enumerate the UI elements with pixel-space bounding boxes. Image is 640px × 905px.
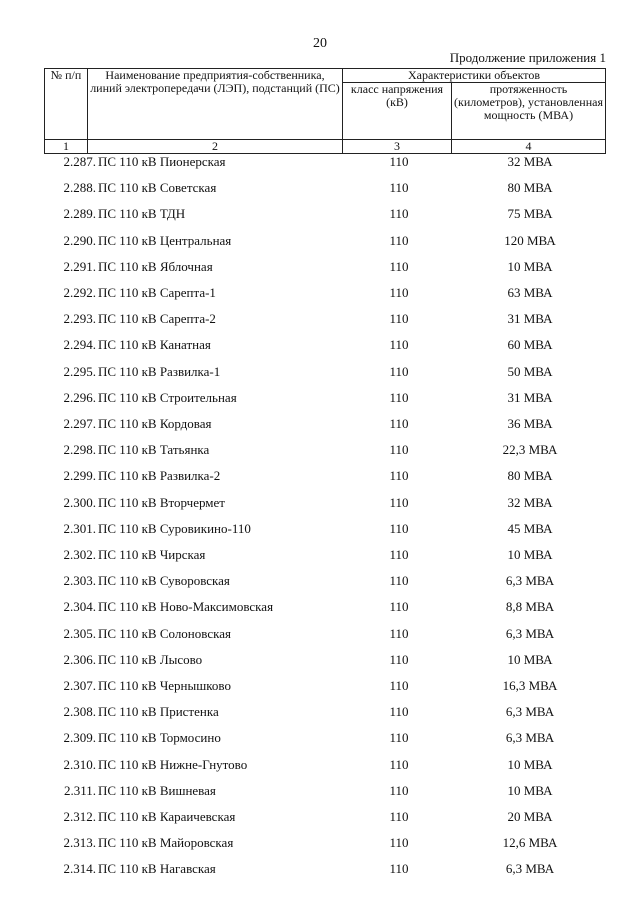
table-row: [0, 599, 640, 619]
table-row: [0, 233, 640, 253]
row-name: ПС 110 кВ Тормосино: [98, 730, 221, 746]
row-name: ПС 110 кВ ТДН: [98, 206, 186, 222]
row-number: 2.287.: [63, 154, 96, 169]
header-col-capacity: протяженность (километров), установленная мощность (МВА): [452, 83, 606, 140]
row-capacity: 6,3 МВА: [505, 730, 555, 746]
row-name: ПС 110 кВ Ново-Максимовская: [98, 599, 274, 615]
row-name: ПС 110 кВ Суровикино-110: [98, 520, 251, 536]
table-row: [0, 206, 640, 226]
row-voltage: 110: [389, 625, 409, 641]
row-capacity: 10 МВА: [507, 782, 553, 798]
table-row: [0, 364, 640, 384]
row-capacity: 8,8 МВА: [505, 599, 555, 615]
row-number: 2.303.: [63, 573, 96, 589]
row-voltage: 110: [389, 809, 409, 824]
row-voltage: 110: [389, 547, 409, 562]
row-number: 2.307.: [63, 678, 96, 693]
row-voltage: 110: [389, 782, 409, 798]
row-capacity: 10 МВА: [507, 547, 553, 562]
table-row: [0, 416, 640, 436]
table-row: [0, 337, 640, 357]
table-row: [0, 285, 640, 305]
table-row: [0, 547, 640, 567]
row-name: ПС 110 кВ Центральная: [98, 232, 232, 248]
row-name: ПС 110 кВ Вишневая: [98, 782, 216, 798]
row-name: ПС 110 кВ Сарепта-2: [98, 311, 216, 327]
row-voltage: 110: [389, 651, 409, 667]
row-number: 2.288.: [63, 180, 96, 196]
row-voltage: 110: [389, 389, 409, 405]
row-number: 2.291.: [63, 258, 96, 274]
row-number: 2.304.: [63, 599, 96, 615]
row-capacity: 10 МВА: [507, 651, 553, 667]
row-capacity: 10 МВА: [507, 756, 553, 772]
row-voltage: 110: [389, 311, 409, 327]
row-name: ПС 110 кВ Суворовская: [98, 573, 230, 589]
header-col-name: Наименование предприятия-собственника, линий электропередачи (ЛЭП), подстанций (ПС): [88, 69, 343, 140]
table-row: [0, 390, 640, 410]
row-name: ПС 110 кВ Караичевская: [98, 809, 236, 824]
row-number: 2.310.: [63, 756, 96, 772]
table-row: [0, 311, 640, 331]
row-voltage: 110: [389, 337, 409, 353]
row-voltage: 110: [389, 442, 409, 458]
row-capacity: 80 МВА: [507, 468, 553, 484]
row-number: 2.311.: [63, 782, 96, 798]
row-number: 2.289.: [63, 206, 96, 222]
row-voltage: 110: [389, 258, 409, 274]
row-capacity: 32 МВА: [507, 494, 553, 510]
row-voltage: 110: [389, 835, 409, 851]
row-capacity: 60 МВА: [507, 337, 553, 353]
row-voltage: 110: [389, 573, 409, 589]
table-row: [0, 573, 640, 593]
row-name: ПС 110 кВ Вторчермет: [98, 494, 225, 510]
table-row: [0, 757, 640, 777]
header-num-2: 2: [88, 140, 343, 154]
row-name: ПС 110 кВ Развилка-1: [98, 363, 221, 379]
row-number: 2.298.: [63, 442, 96, 458]
header-num-3: 3: [343, 140, 452, 154]
row-name: ПС 110 кВ Канатная: [98, 337, 211, 353]
table-row: [0, 154, 640, 174]
row-voltage: 110: [389, 704, 409, 720]
row-capacity: 32 МВА: [507, 154, 553, 169]
table-row: [0, 180, 640, 200]
table-row: [0, 468, 640, 488]
row-capacity: 50 МВА: [507, 363, 553, 379]
row-voltage: 110: [389, 363, 409, 379]
row-number: 2.292.: [63, 285, 96, 300]
header-num-1: 1: [45, 140, 88, 154]
row-capacity: 20 МВА: [507, 809, 553, 824]
row-number: 2.295.: [63, 363, 96, 379]
row-number: 2.306.: [63, 651, 96, 667]
row-capacity: 12,6 МВА: [502, 835, 558, 851]
table-row: [0, 442, 640, 462]
row-name: ПС 110 кВ Развилка-2: [98, 468, 221, 484]
row-capacity: 31 МВА: [507, 389, 553, 405]
table-row: [0, 809, 640, 829]
row-number: 2.312.: [63, 809, 96, 824]
table-row: [0, 626, 640, 646]
row-voltage: 110: [389, 285, 409, 300]
row-number: 2.296.: [63, 389, 96, 405]
row-voltage: 110: [389, 730, 409, 746]
row-name: ПС 110 кВ Чирская: [98, 547, 206, 562]
row-capacity: 22,3 МВА: [502, 442, 558, 458]
row-name: ПС 110 кВ Строительная: [98, 389, 237, 405]
table-row: [0, 678, 640, 698]
table-row: [0, 783, 640, 803]
row-capacity: 36 МВА: [507, 416, 553, 431]
row-name: ПС 110 кВ Нагавская: [98, 861, 216, 877]
row-name: ПС 110 кВ Кордовая: [98, 416, 212, 431]
row-name: ПС 110 кВ Сарепта-1: [98, 285, 216, 300]
row-name: ПС 110 кВ Чернышково: [98, 678, 231, 693]
row-capacity: 45 МВА: [507, 520, 553, 536]
row-capacity: 16,3 МВА: [502, 678, 558, 693]
table-row: [0, 259, 640, 279]
row-name: ПС 110 кВ Советская: [98, 180, 217, 196]
row-number: 2.297.: [63, 416, 96, 431]
row-name: ПС 110 кВ Пионерская: [98, 154, 226, 169]
row-number: 2.301.: [63, 520, 96, 536]
row-number: 2.299.: [63, 468, 96, 484]
row-voltage: 110: [389, 756, 409, 772]
table-row: [0, 521, 640, 541]
row-number: 2.294.: [63, 337, 96, 353]
row-voltage: 110: [389, 861, 409, 877]
row-capacity: 80 МВА: [507, 180, 553, 196]
table-header: [44, 68, 606, 154]
row-voltage: 110: [389, 206, 409, 222]
row-capacity: 10 МВА: [507, 258, 553, 274]
row-capacity: 75 МВА: [507, 206, 553, 222]
row-voltage: 110: [389, 468, 409, 484]
table-row: [0, 495, 640, 515]
row-voltage: 110: [389, 678, 409, 693]
row-name: ПС 110 кВ Пристенка: [98, 704, 219, 720]
row-number: 2.300.: [63, 494, 96, 510]
row-voltage: 110: [389, 154, 409, 169]
row-name: ПС 110 кВ Яблочная: [98, 258, 213, 274]
row-voltage: 110: [389, 599, 409, 615]
row-capacity: 6,3 МВА: [505, 704, 555, 720]
row-name: ПС 110 кВ Нижне-Гнутово: [98, 756, 248, 772]
row-capacity: 6,3 МВА: [505, 861, 555, 877]
row-capacity: 31 МВА: [507, 311, 553, 327]
header-num-4: 4: [452, 140, 606, 154]
table-row: [0, 704, 640, 724]
row-number: 2.314.: [63, 861, 96, 877]
row-voltage: 110: [389, 232, 409, 248]
table-row: [0, 652, 640, 672]
row-capacity: 63 МВА: [507, 285, 553, 300]
row-name: ПС 110 кВ Татьянка: [98, 442, 210, 458]
row-voltage: 110: [389, 180, 409, 196]
row-voltage: 110: [389, 416, 409, 431]
header-col-group: Характеристики объектов: [343, 69, 606, 83]
row-voltage: 110: [389, 520, 409, 536]
row-name: ПС 110 кВ Лысово: [98, 651, 203, 667]
row-capacity: 6,3 МВА: [505, 573, 555, 589]
row-capacity: 6,3 МВА: [505, 625, 555, 641]
row-number: 2.305.: [63, 625, 96, 641]
table-row: [0, 730, 640, 750]
row-voltage: 110: [389, 494, 409, 510]
row-number: 2.290.: [63, 232, 96, 248]
row-number: 2.308.: [63, 704, 96, 720]
row-number: 2.302.: [63, 547, 96, 562]
row-number: 2.313.: [63, 835, 96, 851]
row-number: 2.309.: [63, 730, 96, 746]
row-name: ПС 110 кВ Солоновская: [98, 625, 231, 641]
continuation-note: Продолжение приложения 1: [449, 50, 606, 65]
table-row: [0, 861, 640, 881]
row-name: ПС 110 кВ Майоровская: [98, 835, 234, 851]
row-number: 2.293.: [63, 311, 96, 327]
header-col-voltage: класс напряжения (кВ): [343, 83, 452, 140]
row-capacity: 120 МВА: [504, 232, 556, 248]
header-col-no: № п/п: [45, 69, 88, 140]
table-row: [0, 835, 640, 855]
page-number: 20: [313, 36, 327, 51]
